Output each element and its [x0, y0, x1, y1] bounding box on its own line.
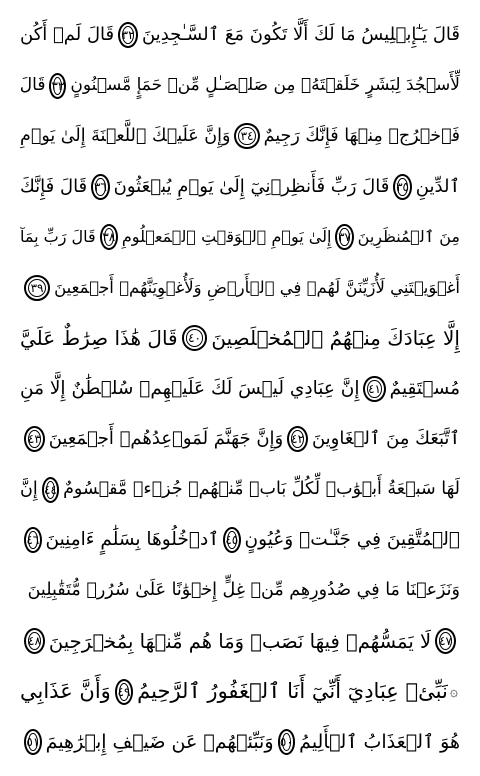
- verse-line: [20, 10, 460, 61]
- verse-line: [20, 566, 460, 617]
- verse-line: [20, 61, 460, 112]
- verse-text: إِلَّا عِبَادَكَ مِنۡهُمُ ٱلۡمُخۡلَصِينَ: [211, 326, 460, 351]
- verse-text: نَبِّئۡ عِبَادِيٓ أَنِّيٓ أَنَا ٱلۡغَفُورُ ٱلرَّحِيمُ: [137, 679, 448, 704]
- verse-text: إِنَّ عِبَادِي لَيۡسَ لَكَ عَلَيۡهِمۡ سُلۡطَٰنٌ إِلَّا مَنِ: [20, 377, 360, 399]
- verse-text: ٱلۡمُتَّقِينَ فِي جَنَّـٰتٖ وَعُيُونٍ: [244, 529, 460, 550]
- ayah-number-marker: ٤٤: [42, 477, 59, 503]
- ayah-number-marker: ٤١: [363, 376, 385, 402]
- verse-text: أَغۡوَيۡتَنِي لَأُزَيِّنَنَّ لَهُمۡ فِي ٱلۡأَرۡضِ وَلَأُغۡوِيَنَّهُمۡ أَجۡمَعِينَ: [54, 277, 460, 297]
- verse-line: [20, 414, 460, 465]
- verse-text: قَالَ فَإِنَّكَ: [20, 175, 88, 197]
- verse-line: [20, 313, 460, 364]
- verse-line: [20, 667, 460, 718]
- verse-text: وَإِنَّ جَهَنَّمَ لَمَوۡعِدُهُمۡ أَجۡمَعِينَ: [48, 428, 284, 450]
- ayah-number-marker: ٣٨: [100, 224, 118, 250]
- verse-text: قَالَ رَبِّ فَأَنظِرۡنِيٓ إِلَىٰ يَوۡمِ يُبۡعَثُونَ: [113, 175, 390, 197]
- verse-line: [20, 212, 460, 263]
- verse-line: [20, 364, 460, 415]
- verse-text: فَٱخۡرُجۡ مِنۡهَا فَإِنَّكَ رَجِيمٌ: [263, 125, 460, 146]
- ayah-number-marker: ٣٤: [234, 123, 259, 149]
- verse-text: وَنَزَعۡنَا مَا فِي صُدُورِهِم مِّنۡ غِلٍّ إِخۡوَٰنًا عَلَىٰ سُرُرٖ مُّتَقَٰبِلِينَ: [27, 580, 460, 600]
- ayah-number-marker: ٤٥: [223, 527, 241, 553]
- verse-text: هُوَ ٱلۡعَذَابُ ٱلۡأَلِيمُ: [299, 730, 460, 753]
- verse-text: لِّأَسۡجُدَ لِبَشَرٍ خَلَقۡتَهُۥ مِن صَلۡصَـٰلٍ مِّنۡ حَمَإٍ مَّسۡنُونٍ: [70, 75, 460, 96]
- verse-text: قَالَ: [20, 75, 46, 96]
- ayah-number-marker: ٥٠: [278, 729, 296, 755]
- ayah-number-marker: ٤٦: [24, 527, 42, 553]
- verse-text: ٱتَّبَعَكَ مِنَ ٱلۡغَاوِينَ: [311, 428, 460, 450]
- verse-line: [20, 616, 460, 667]
- verse-line: [20, 111, 460, 162]
- verse-text: وَأَنَّ عَذَابِي: [20, 679, 111, 704]
- ayah-number-marker: ٤٧: [435, 628, 456, 654]
- verse-line: [20, 162, 460, 213]
- verse-text: مِنَ ٱلۡمُنظَرِينَ: [357, 227, 460, 247]
- verse-line: [20, 515, 460, 566]
- ayah-number-marker: ٤٩: [115, 679, 133, 705]
- ayah-number-marker: ٣٥: [393, 174, 411, 200]
- verse-text: إِنَّ: [20, 479, 38, 499]
- ayah-number-marker: ٤٠: [182, 325, 208, 351]
- verse-text: ٱدۡخُلُوهَا بِسَلَٰمٍ ءَامِنِينَ: [45, 529, 220, 550]
- verse-text: قَالَ يَـٰٓإِبۡلِيسُ مَا لَكَ أَلَّا تَكُونَ مَعَ ٱلسَّـٰجِدِينَ: [141, 24, 460, 46]
- verse-text: وَنَبِّئۡهُمۡ عَن ضَيۡفِ إِبۡرَٰهِيمَ: [45, 730, 274, 753]
- ayah-number-marker: ٣٢: [118, 22, 138, 48]
- ayah-number-marker: ٤٣: [24, 426, 45, 452]
- verse-text: قَالَ هَٰذَا صِرَٰطٌ عَلَيَّ: [20, 326, 178, 351]
- rub-el-hizb-icon: ۞: [449, 683, 458, 700]
- verse-line: [20, 263, 460, 314]
- verse-text: لَا يَمَسُّهُمۡ فِيهَا نَصَبٞ وَمَا هُم مِّنۡهَا بِمُخۡرَجِينَ: [48, 629, 432, 653]
- ayah-number-marker: ٣٦: [91, 174, 109, 200]
- verse-text: وَإِنَّ عَلَيۡكَ ٱللَّعۡنَةَ إِلَىٰ يَوۡمِ: [20, 125, 231, 146]
- verse-line: [20, 717, 460, 768]
- verse-text: لَهَا سَبۡعَةُ أَبۡوَٰبٖ لِّكُلِّ بَابٖ مِّنۡهُمۡ جُزۡءٞ مَّقۡسُومٌ: [63, 479, 460, 499]
- verse-line: [20, 465, 460, 516]
- verse-text: قَالَ لَمۡ أَكُن: [20, 24, 115, 46]
- ayah-number-marker: ٤٨: [24, 628, 45, 654]
- ayah-number-marker: ٣٧: [335, 224, 353, 250]
- ayah-number-marker: ٥١: [24, 729, 42, 755]
- ayah-number-marker: ٣٣: [49, 73, 66, 99]
- ayah-number-marker: ٣٩: [24, 275, 50, 301]
- ayah-number-marker: ٤٢: [287, 426, 308, 452]
- verse-text: قَالَ رَبِّ بِمَآ: [20, 227, 96, 247]
- verse-text: ٱلدِّينِ: [415, 175, 460, 197]
- verse-text: مُسۡتَقِيمٌ: [389, 377, 460, 399]
- verse-text: إِلَىٰ يَوۡمِ ٱلۡوَقۡتِ ٱلۡمَعۡلُومِ: [121, 227, 332, 247]
